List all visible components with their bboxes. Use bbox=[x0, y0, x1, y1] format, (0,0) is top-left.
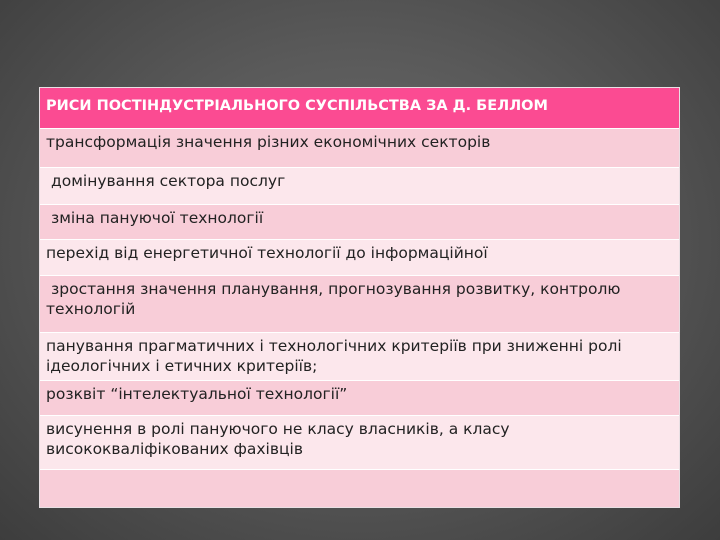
row-text: зростання значення планування, прогнозування розвитку, контролю технологій bbox=[46, 280, 621, 318]
row-text: висунення в ролі пануючого не класу власників, а класу висококваліфікованих фахівців bbox=[46, 420, 510, 458]
table-header: РИСИ ПОСТІНДУСТРІАЛЬНОГО СУСПІЛЬСТВА ЗА Д. БЕЛЛОМ bbox=[40, 88, 679, 128]
table-row bbox=[40, 415, 679, 469]
table-row bbox=[40, 204, 679, 239]
row-text: домінування сектора послуг bbox=[51, 172, 286, 190]
features-table bbox=[39, 87, 680, 508]
row-text: перехід від енергетичної технології до інформаційної bbox=[46, 244, 488, 262]
row-text: трансформація значення різних економічних секторів bbox=[46, 133, 491, 151]
table-row bbox=[40, 332, 679, 380]
table-row-empty bbox=[40, 469, 679, 507]
row-text: панування прагматичних і технологічних критеріїв при зниженні ролі ідеологічних і етичних критеріїв; bbox=[46, 337, 622, 375]
table-row bbox=[40, 239, 679, 275]
row-text: розквіт “інтелектуальної технології” bbox=[46, 385, 348, 403]
table-row bbox=[40, 275, 679, 332]
table-row bbox=[40, 128, 679, 167]
row-text: зміна пануючої технології bbox=[51, 209, 264, 227]
table-row bbox=[40, 380, 679, 415]
table-row bbox=[40, 167, 679, 204]
